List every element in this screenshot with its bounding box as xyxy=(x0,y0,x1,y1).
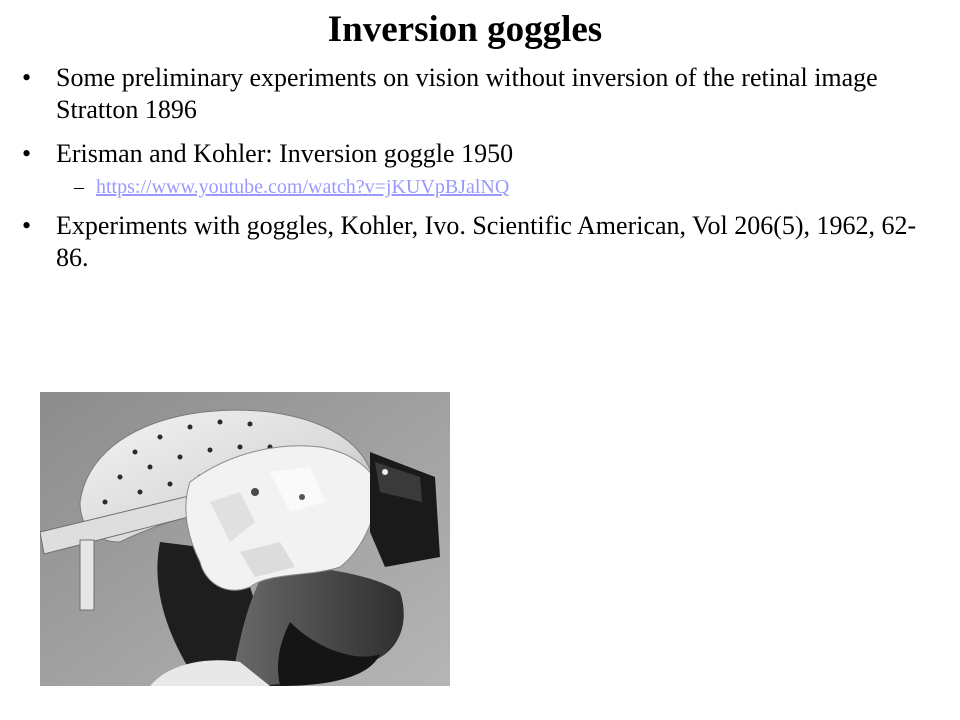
goggles-photo-illustration xyxy=(40,392,450,686)
bullet-marker: • xyxy=(22,211,32,240)
youtube-link[interactable]: https://www.youtube.com/watch?v=jKUVpBJalNQ xyxy=(96,176,510,198)
sub-bullet-marker: – xyxy=(74,176,84,198)
sub-bullet-link-item xyxy=(22,174,922,200)
bullet-marker: • xyxy=(22,139,32,168)
bullet-text: Some preliminary experiments on vision without inversion of the retinal image Stratton 1896 xyxy=(56,63,878,124)
slide-title: Inversion goggles xyxy=(327,9,603,50)
bullet-item-kohler xyxy=(22,210,922,274)
bullet-item-stratton xyxy=(22,62,922,126)
bullet-text: Experiments with goggles, Kohler, Ivo. Scientific American, Vol 206(5), 1962, 62-86. xyxy=(56,211,917,272)
goggles-photo xyxy=(40,392,450,686)
bullet-text: Erisman and Kohler: Inversion goggle 1950 xyxy=(56,139,514,168)
bullet-item-erismann xyxy=(22,138,922,170)
bullet-list xyxy=(22,62,922,286)
bullet-marker: • xyxy=(22,63,32,92)
